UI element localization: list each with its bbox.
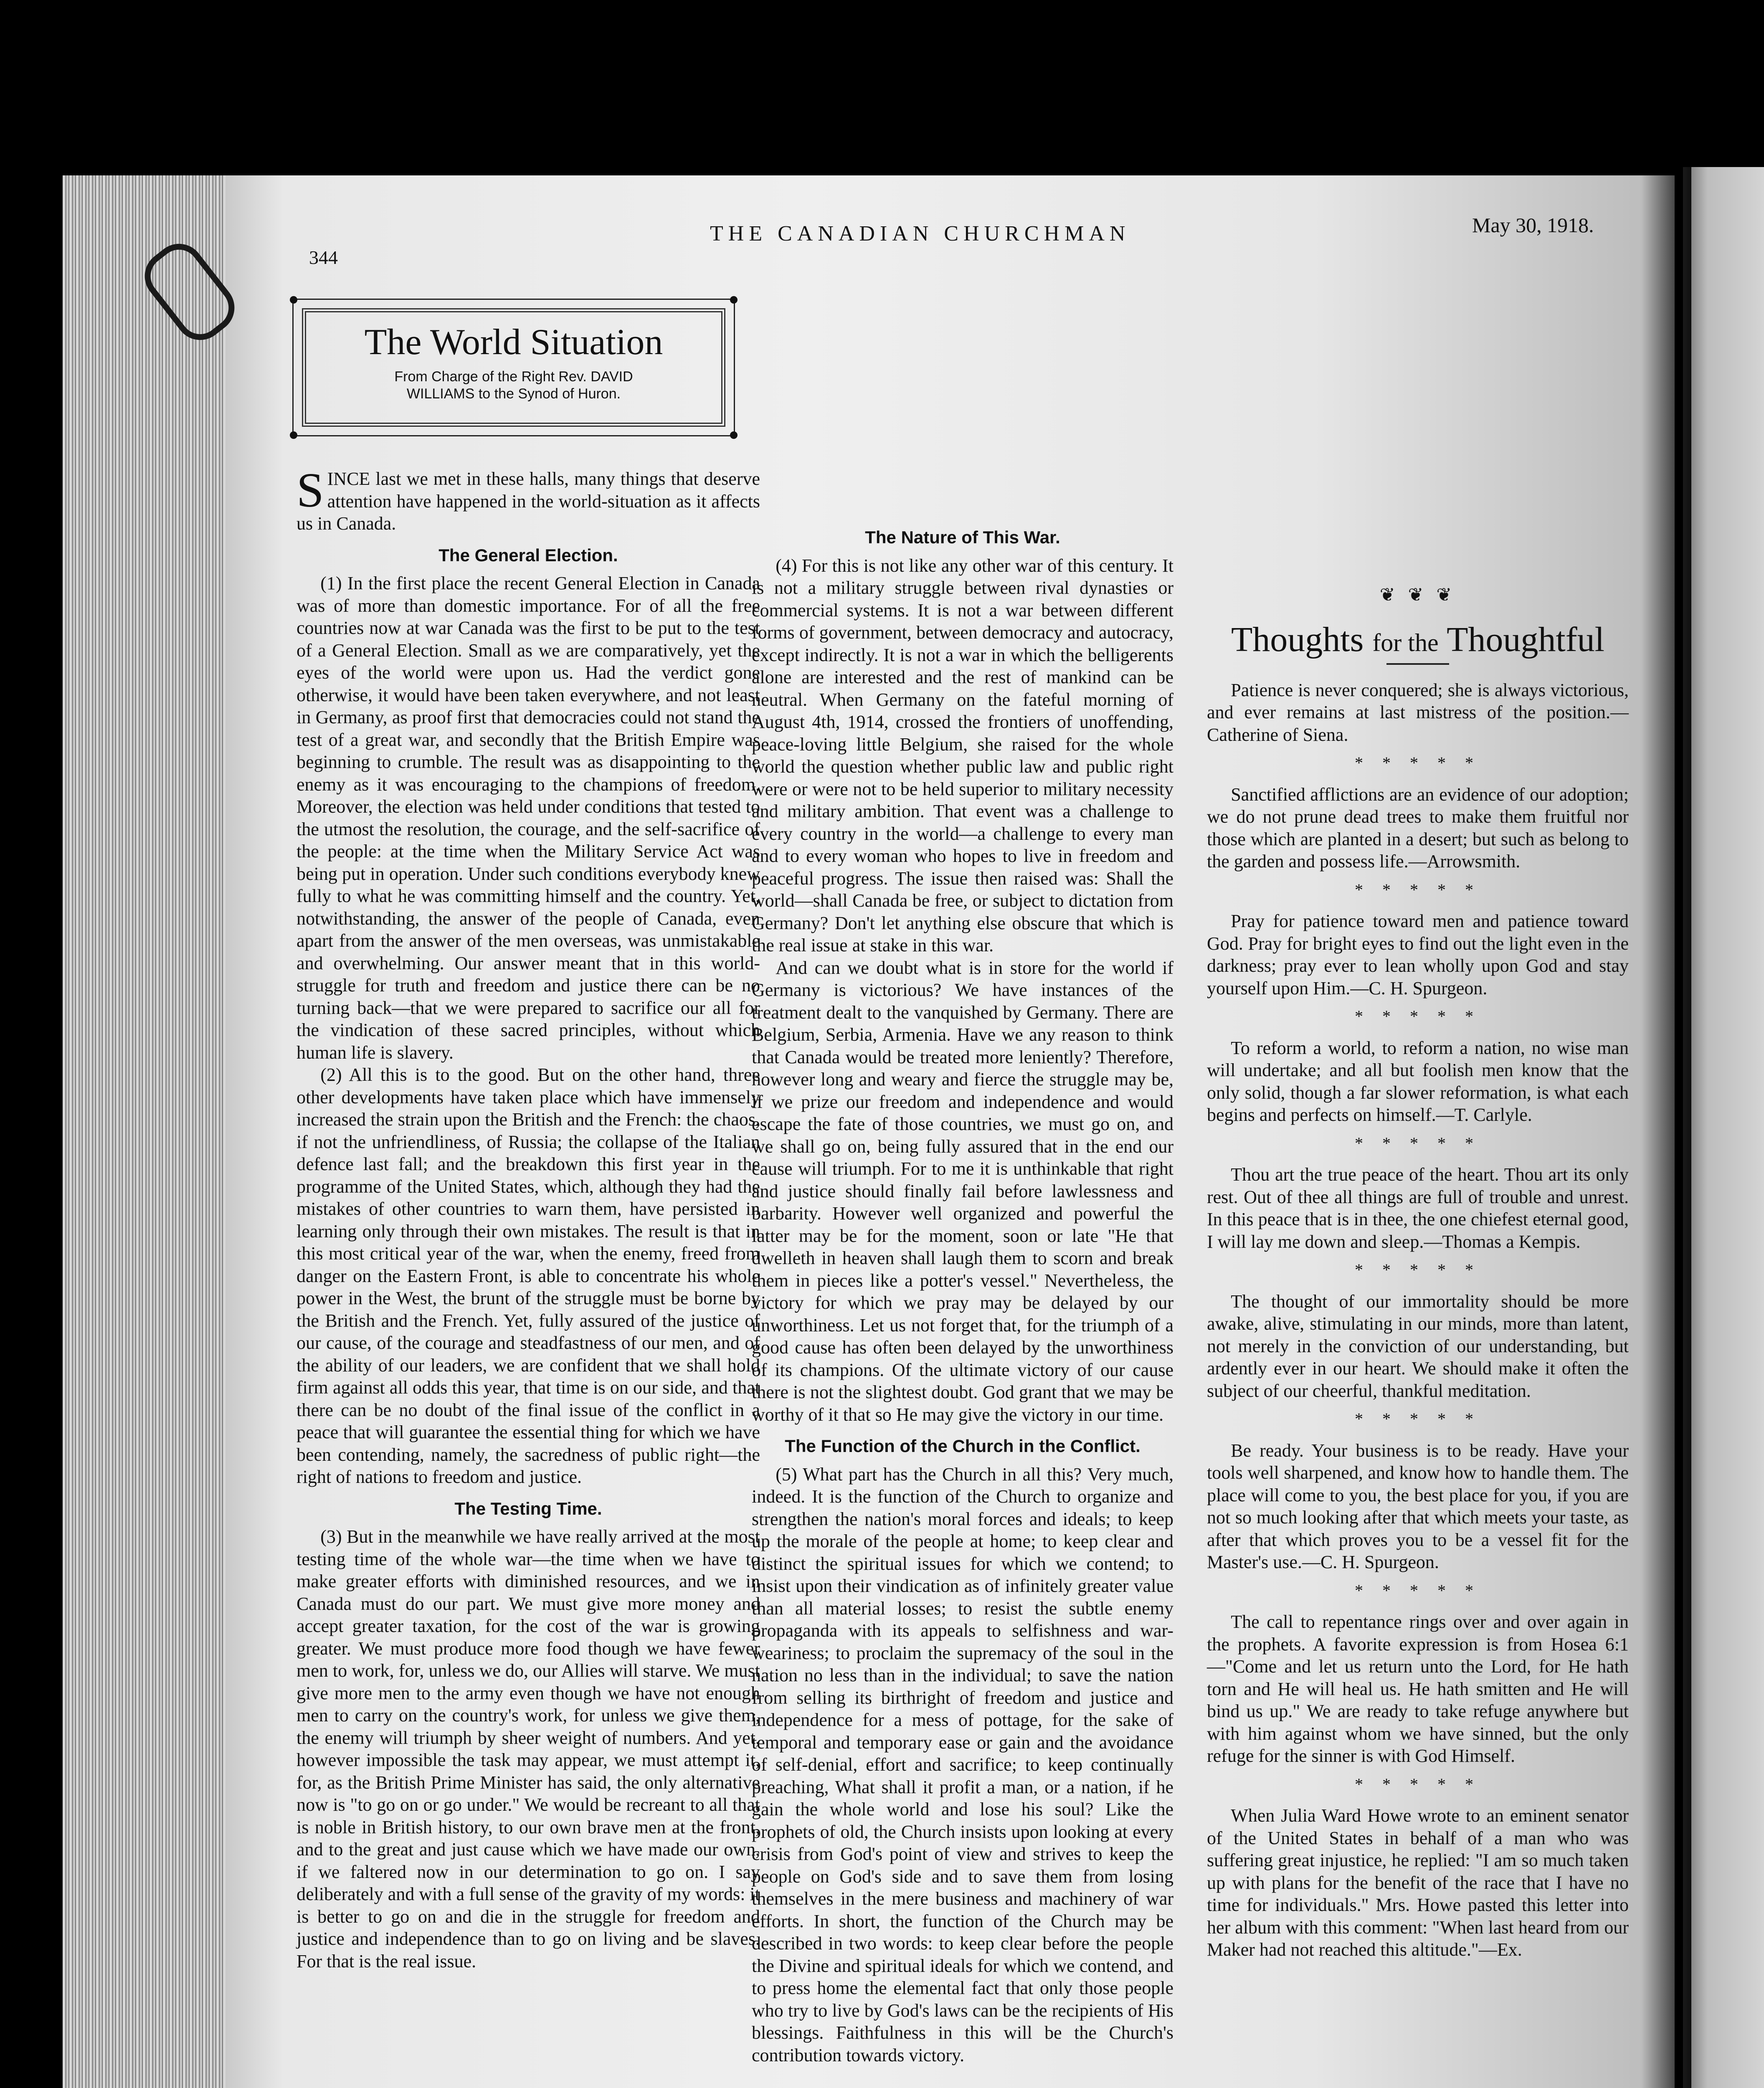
quote: Pray for patience toward men and patience toward God. Pray for bright eyes to find out the light even in the darkness; pray ever to lean wholly upon God and stay yourself upon Him.—C. H. Spurgeon. (1207, 911, 1629, 998)
issue-date: May 30, 1918. (1472, 213, 1594, 237)
article-column-3 (1207, 271, 1629, 1964)
article-title-box (292, 299, 735, 436)
title-rule (1386, 663, 1449, 665)
quote: Thou art the true peace of the heart. Thou art its only rest. Out of thee all things are full of trouble and unrest. In this peace that is in thee, the one chiefest eternal good, I will lay me down and sleep.—Thomas a Kempis. (1207, 1164, 1629, 1252)
divider: * * * * * (1355, 1409, 1481, 1429)
article-column-1 (297, 463, 760, 1972)
divider: * * * * * (1355, 1260, 1481, 1280)
book-page-edges (63, 175, 230, 2088)
body-paragraph: (2) All this is to the good. But on the other hand, three other developments have taken place which have immensely increased the strain upon the British and the French: the chaos, if not the unfriendliness, of Russia; the collapse of the Italian defence last fall; and the breakdown this first year in the programme of the United States, which, although they had the mistakes of other countries to warn them, have persisted in learning only through their own mistakes. The result is that in this most critical year of the war, when the enemy, freed from danger on the Eastern Front, is able to concentrate his whole power in the West, the brunt of the struggle must be borne by the British and the French. Yet, fully assured of the justice of our cause, of the courage and steadfastness of our men, and of the ability of our leaders, we are confident that we shall hold firm against all odds this year, that time is on our side, and that there can be no doubt of the final issue of the conflict in a peace that will guarantee the essential thing for which we have been contending, namely, the sacredness of public right—the right of nations to freedom and justice. (297, 1064, 760, 1487)
article-title: The World Situation (364, 322, 663, 362)
article-subtitle: From Charge of the Right Rev. DAVID (394, 369, 633, 385)
article-subtitle: WILLIAMS to the Synod of Huron. (406, 385, 621, 402)
quote: Be ready. Your business is to be ready. Have your tools well sharpened, and know how to handle them. The place will come to you, the best place for you, if you are not so much looking after that which meets your taste, as after that which proves you to be a vessel fit for the Master's use.—C. H. Spurgeon. (1207, 1440, 1629, 1573)
section-heading: The Testing Time. (454, 1498, 602, 1518)
page-number: 344 (309, 247, 338, 268)
quote: Patience is never conquered; she is always victorious, and ever remains at last mistress of the position.—Catherine of Siena. (1207, 679, 1629, 745)
divider: * * * * * (1355, 753, 1481, 773)
gutter-shadow (1641, 167, 1691, 2088)
article-column-2 (752, 271, 1173, 2066)
ornament: ❦ ❦ ❦ (1379, 585, 1456, 605)
intro-paragraph: SINCE last we met in these halls, many things that deserve attention have happened in the world-situation as it affects us in Canada. (297, 463, 760, 534)
body-paragraph: (1) In the first place the recent General Election in Canada was of more than domestic importance. For of all the free countries now at war Canada was the first to be put to the test of a General Election. Small as we are comparatively, yet the eyes of the world were upon us. Had the verdict gone otherwise, it would have been taken everywhere, and not least in Germany, as proof first that democracies could not stand the test of a great war, and secondly that the British Empire was beginning to crumble. The result was as disappointing to the enemy as it was encouraging to the champions of freedom. Moreover, the election was held under conditions that tested to the utmost the resolution, the courage, and the self-sacrifice of the people: at the time when the Military Service Act was being put in operation. Under such conditions everybody knew fully to what he was committing himself and the country. Yet, notwithstanding, the answer of the people of Canada, even apart from the answer of the men overseas, was unmistakable and overwhelming. Our answer meant that in this world-struggle for truth and freedom and justice there can be no turning back—that we were prepared to sacrifice our all for the vindication of these sacred principles, without which human life is slavery. (297, 573, 760, 1063)
quote: The thought of our immortality should be more awake, alive, stimulating in our minds, more than latent, not merely in the conviction of our understanding, but ardently ever in our heart. We should make it often the subject of our cheerful, thankful meditation. (1207, 1291, 1629, 1401)
section-heading: The Function of the Church in the Conflict. (785, 1436, 1141, 1456)
body-paragraph: And can we doubt what is in store for the world if Germany is victorious? We have instances of the treatment dealt to the vanquished by Germany. There are Belgium, Serbia, Armenia. Have we any reason to think that Canada would be treated more leniently? Therefore, however long and weary and fierce the struggle may be, if we prize our freedom and independence and would escape the fate of those countries, we must go on, and we shall go on, being fully assured that in the end our cause will triumph. For to me it is unthinkable that right and justice should finally fail before lawlessness and barbarity. However well organized and powerful the latter may be for the moment, soon or late "He that dwelleth in heaven shall laugh them to scorn and break them in pieces like a potter's vessel." Nevertheless, the victory for which we pray may be delayed by our unworthiness. Let us not forget that, for the triumph of a good cause has often been delayed by the unworthiness of its champions. Of the ultimate victory of our cause there is not the slightest doubt. God grant that we may be worthy of it that so He may give the victory in our time. (752, 957, 1173, 1425)
divider: * * * * * (1355, 880, 1481, 899)
quote: When Julia Ward Howe wrote to an eminent senator of the United States in behalf of a man who was suffering great injustice, he replied: "I am so much taken up with plans for the benefit of the race that I have no time for individuals." Mrs. Howe pasted this letter into her album with this comment: "When last heard from our Maker had not reached this altitude."—Ex. (1207, 1805, 1629, 1960)
thoughts-title: Thoughts for the Thoughtful (1231, 620, 1605, 659)
body-paragraph: (3) But in the meanwhile we have really arrived at the most testing time of the whole war—the time when we have to make greater efforts with diminished resources, and we in Canada must do our part. We must give more money and accept greater taxation, for the cost of the war is growing greater. We must produce more food though we have fewer men to work, for, unless we do, our Allies will starve. We must give more men to the army even though we have not enough men to carry on the country's work, for unless we give them, the enemy will triumph by sheer weight of numbers. And yet, however impossible the task may appear, we must attempt it, for, as the British Prime Minister has said, the only alternative now is "to go on or go under." We would be recreant to all that is noble in British history, to our own brave men at the front, and to the great and just cause which we have made our own, if we faltered now in our determination to go on. I say deliberately and with a full sense of the gravity of my words: it is better to go on and die in the struggle for freedom and justice and independence than to go on living and be slaves. For that is the real issue. (297, 1526, 760, 1971)
body-paragraph: (4) For this is not like any other war of this century. It is not a military struggle between rival dynasties or commercial systems. It is not a war between different forms of government, between democracy and autocracy, except indirectly. It is not a war in which the belligerents alone are interested and the rest of mankind can be neutral. When Germany on the fateful morning of August 4th, 1914, crossed the frontiers of unoffending, peace-loving little Belgium, she raised for the whole world the question whether public law and public right were or were not to be held superior to military necessity and military ambition. That event was a challenge to every country in the world—a challenge to every man and to every woman who hopes to live in freedom and peaceful progress. The issue then raised was: Shall the world—shall Canada be free, or subject to dictation from Germany? Don't let anything else obscure that which is the real issue at stake in this war. (752, 555, 1173, 955)
section-heading: The Nature of This War. (865, 527, 1060, 547)
quote: The call to repentance rings over and over again in the prophets. A favorite expression is from Hosea 6:1—"Come and let us return unto the Lord, for He hath torn and He will heal us. He hath smitten and He will bind us up." We are ready to take refuge anywhere but with him against whom we have sinned, but the only refuge for the sinner is with God Himself. (1207, 1612, 1629, 1766)
body-paragraph: (5) What part has the Church in all this? Very much, indeed. It is the function of the Church to organize and strengthen the nation's moral forces and ideals; to keep up the morale of the people at home; to keep clear and distinct the spiritual issues for which we contend; to insist upon their vindication as of infinitely greater value than all material losses; to resist the subtle enemy propaganda with its appeals to selfishness and war-weariness; to proclaim the supremacy of the soul in the nation no less than in the individual; to save the nation from selling its birthright of freedom and justice and independence for a mess of pottage, for the sake of temporal and temporary ease or gain and the avoidance of self-denial, effort and sacrifice; to keep continually preaching, What shall it profit a man, or a nation, if he gain the whole world and lose his soul? Like the prophets of old, the Church insists upon looking at every crisis from God's point of view and strives to keep the people on God's side and to save them from losing themselves in the mere business and machinery of war efforts. In short, the function of the Church may be described in two words: to keep clear before the people the Divine and spiritual ideals for which we contend, and to press home the elemental fact that only those people who try to live by God's laws can be the recipients of His blessings. Faithfulness in this will be the Church's contribution towards victory. (752, 1464, 1173, 2065)
quote: To reform a world, to reform a nation, no wise man will undertake; and all but foolish men know that the only solid, though a far slower reformation, is what each begins and perfects on himself.—T. Carlyle. (1207, 1037, 1629, 1125)
section-heading: The General Election. (438, 545, 618, 565)
publication-title: THE CANADIAN CHURCHMAN (710, 222, 1130, 246)
quote: Sanctified afflictions are an evidence of our adoption; we do not prune dead trees to make them fruitful nor those which are planted in a desert; but such as belong to the garden and possess life.—Arrowsmith. (1207, 784, 1629, 872)
divider: * * * * * (1355, 1133, 1481, 1153)
divider: * * * * * (1355, 1581, 1481, 1600)
facing-page-edge (1683, 167, 1764, 2088)
divider: * * * * * (1355, 1774, 1481, 1794)
drop-cap: S (297, 463, 324, 517)
divider: * * * * * (1355, 1007, 1481, 1026)
